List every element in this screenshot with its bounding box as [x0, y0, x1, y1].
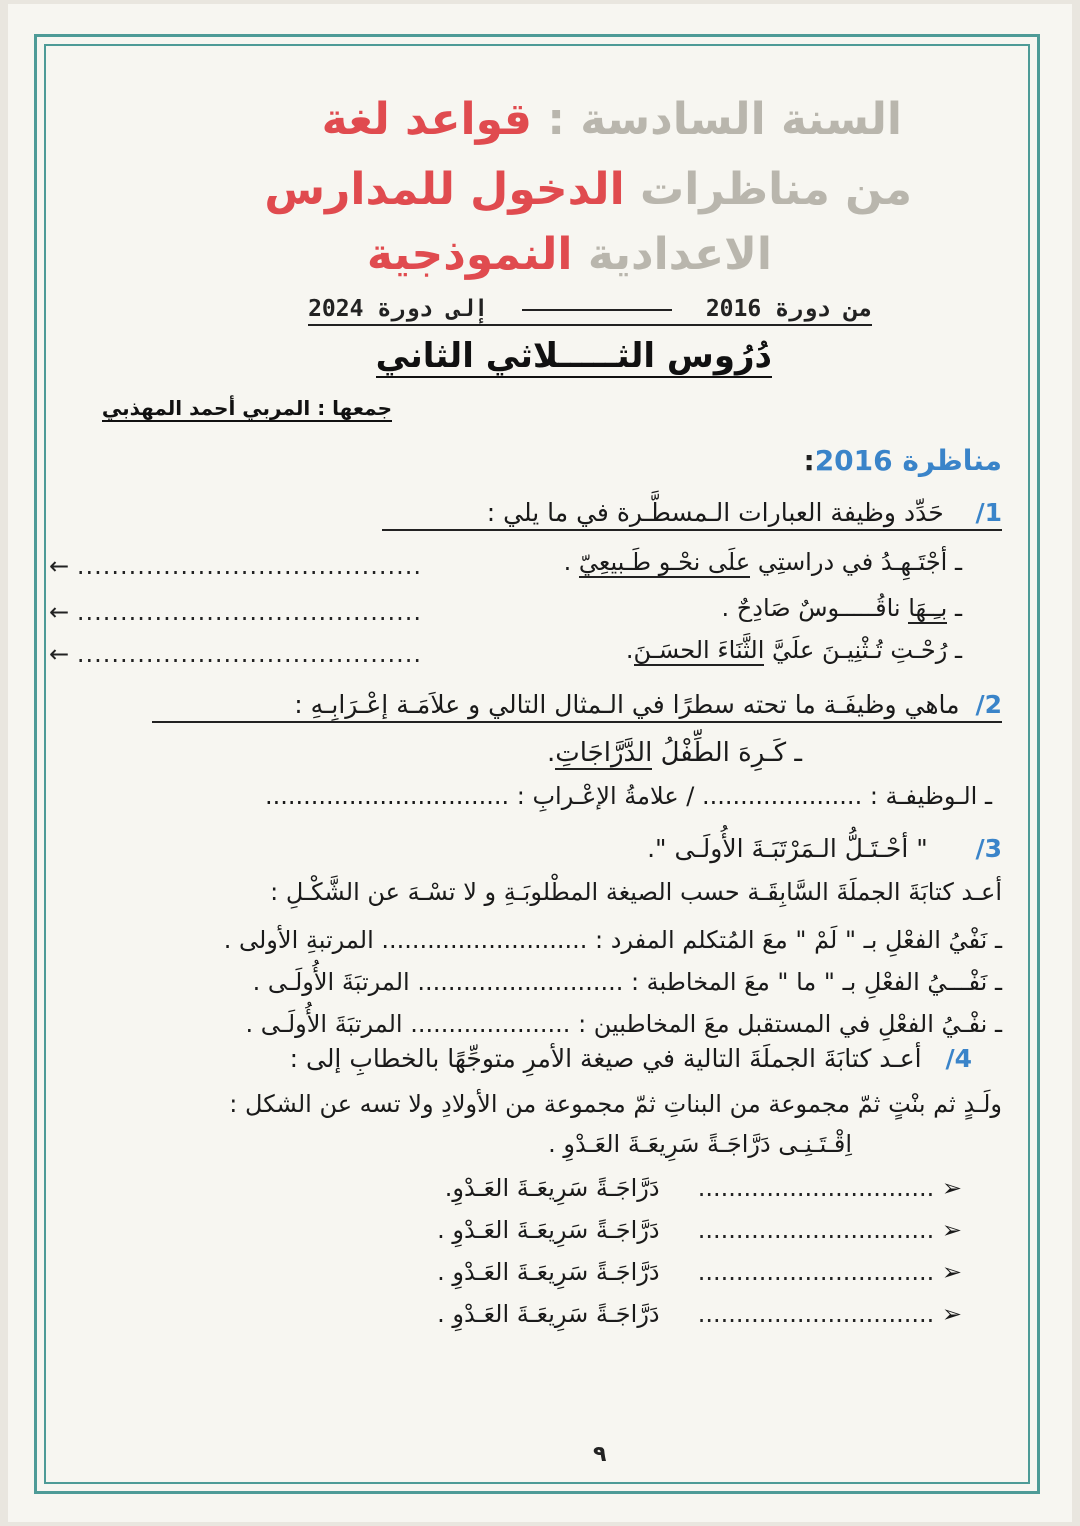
q4-targets: ولَـدٍ ثم بنْتٍ ثمّ مجموعة من البناتِ ثمّ مجموعة من الأولادِ ولا تسه عن الشكل :	[229, 1090, 1002, 1118]
q2-prompt: 2/ ماهي وظيفَـة ما تحته سطرًا في الـمثال التالي و علاَمَـة إعْـرَابِـهِ :	[152, 690, 1002, 723]
lessons-title: دُرُوس الثـــــلاثي الثاني	[375, 336, 772, 376]
arrow-bullet-icon: ➢	[941, 1258, 962, 1286]
exam-heading: مناظرة 2016:	[803, 444, 1002, 477]
title-exams: من مناظرات	[640, 164, 912, 215]
compiled-by: جمعها : المربي أحمد المهذبي	[101, 396, 392, 420]
title-line-3	[367, 229, 772, 280]
arrow-bullet-icon: ➢	[941, 1300, 962, 1328]
q2-example: ـ كَـرِهَ الطِّفْلُ الدَّرَّاجَاتِ.	[546, 738, 802, 768]
period-range: من دورة 2016 إلى دورة 2024	[308, 296, 872, 326]
q3-item-1: ـ نَفْيُ الفعْلِ بـ " لَمْ " معَ المُتكلم المفرد : ........................... المرتبةِ الأولى .	[223, 926, 1002, 954]
title-admission: الدخول للمدارس	[264, 164, 625, 215]
q3-item-2: ـ نَفْـــيُ الفعْلِ بـ " ما " معَ المخاطبة : ........................... المرتبَةَ الأُولَـى .	[252, 968, 1002, 996]
page-number: ٩	[593, 1442, 607, 1467]
q1-item-1: ـ أجْتَـهِـدُ في دراستِي علَى نحْـو طَـبيعِيّ .	[563, 548, 962, 576]
arrow-bullet-icon: ➢	[941, 1174, 962, 1202]
title-preparatory: الاعدادية	[587, 229, 772, 280]
q1-answer-3: ← ........................................	[49, 640, 422, 668]
title-subject: قواعد لغة	[321, 94, 532, 145]
arrow-bullet-icon: ➢	[941, 1216, 962, 1244]
q1-answer-1: ← ........................................	[49, 552, 422, 580]
q3-sentence: 3/ " أحْـتَـلُّ الـمَرْتَبَـةَ الأُولَـى ".	[647, 834, 1002, 863]
title-line-1	[322, 94, 902, 145]
q3-item-3: ـ نفْـيُ الفعْلِ في المستقبل معَ المخاطبين : ..................... المرتبَةَ الأُولَـى .	[245, 1010, 1002, 1038]
q4-sentence: اِقْـتَـنِـى دَرَّاجَـةً سَرِيعَـةَ العَـدْوِ .	[548, 1130, 852, 1158]
q1-prompt: 1/ حَدِّد وظيفة العبارات الـمسطَّـرة في ما يلي :	[382, 498, 1002, 531]
q4-answer-1: ➢ ............................... دَرَّاجَـةً سَرِيعَـةَ العَـدْوِ.	[444, 1174, 962, 1202]
q4-answer-2: ➢ ............................... دَرَّاجَـةً سَرِيعَـةَ العَـدْوِ .	[437, 1216, 962, 1244]
q4-answer-4: ➢ ............................... دَرَّاجَـةً سَرِيعَـةَ العَـدْوِ .	[437, 1300, 962, 1328]
worksheet-page	[8, 4, 1072, 1522]
q1-item-3: ـ رُحْـتِ تُـثْنِيـنَ علَيَّ الثَّنَاءَ الحسَـنَ.	[625, 636, 962, 664]
q3-prompt: أعـد كتابَةَ الجملَةَ السَّابِقَـة حسب الصيغة المطْلوبَـةِ و لا تسْـهَ عن الشَّكْـلِ :	[270, 878, 1002, 906]
q1-answer-2: ← ........................................	[49, 598, 422, 626]
title-line-2	[264, 164, 912, 215]
title-grade: السنة السادسة :	[547, 94, 902, 145]
title-model: النموذجية	[366, 229, 573, 280]
q1-item-2: ـ بـِـهَا ناقُـــــوسٌ صَادِحٌ .	[721, 594, 962, 622]
q4-prompt: 4/ أعـد كتابَةَ الجملَةَ التالية في صيغة الأمرِ متوجِّهًا بالخطابِ إلى :	[289, 1044, 972, 1073]
q4-answer-3: ➢ ............................... دَرَّاجَـةً سَرِيعَـةَ العَـدْوِ .	[437, 1258, 962, 1286]
q2-answer-line: ـ الـوظيفـة : ..................... / علامةُ الإعْـرابِ : ................................	[264, 782, 992, 810]
